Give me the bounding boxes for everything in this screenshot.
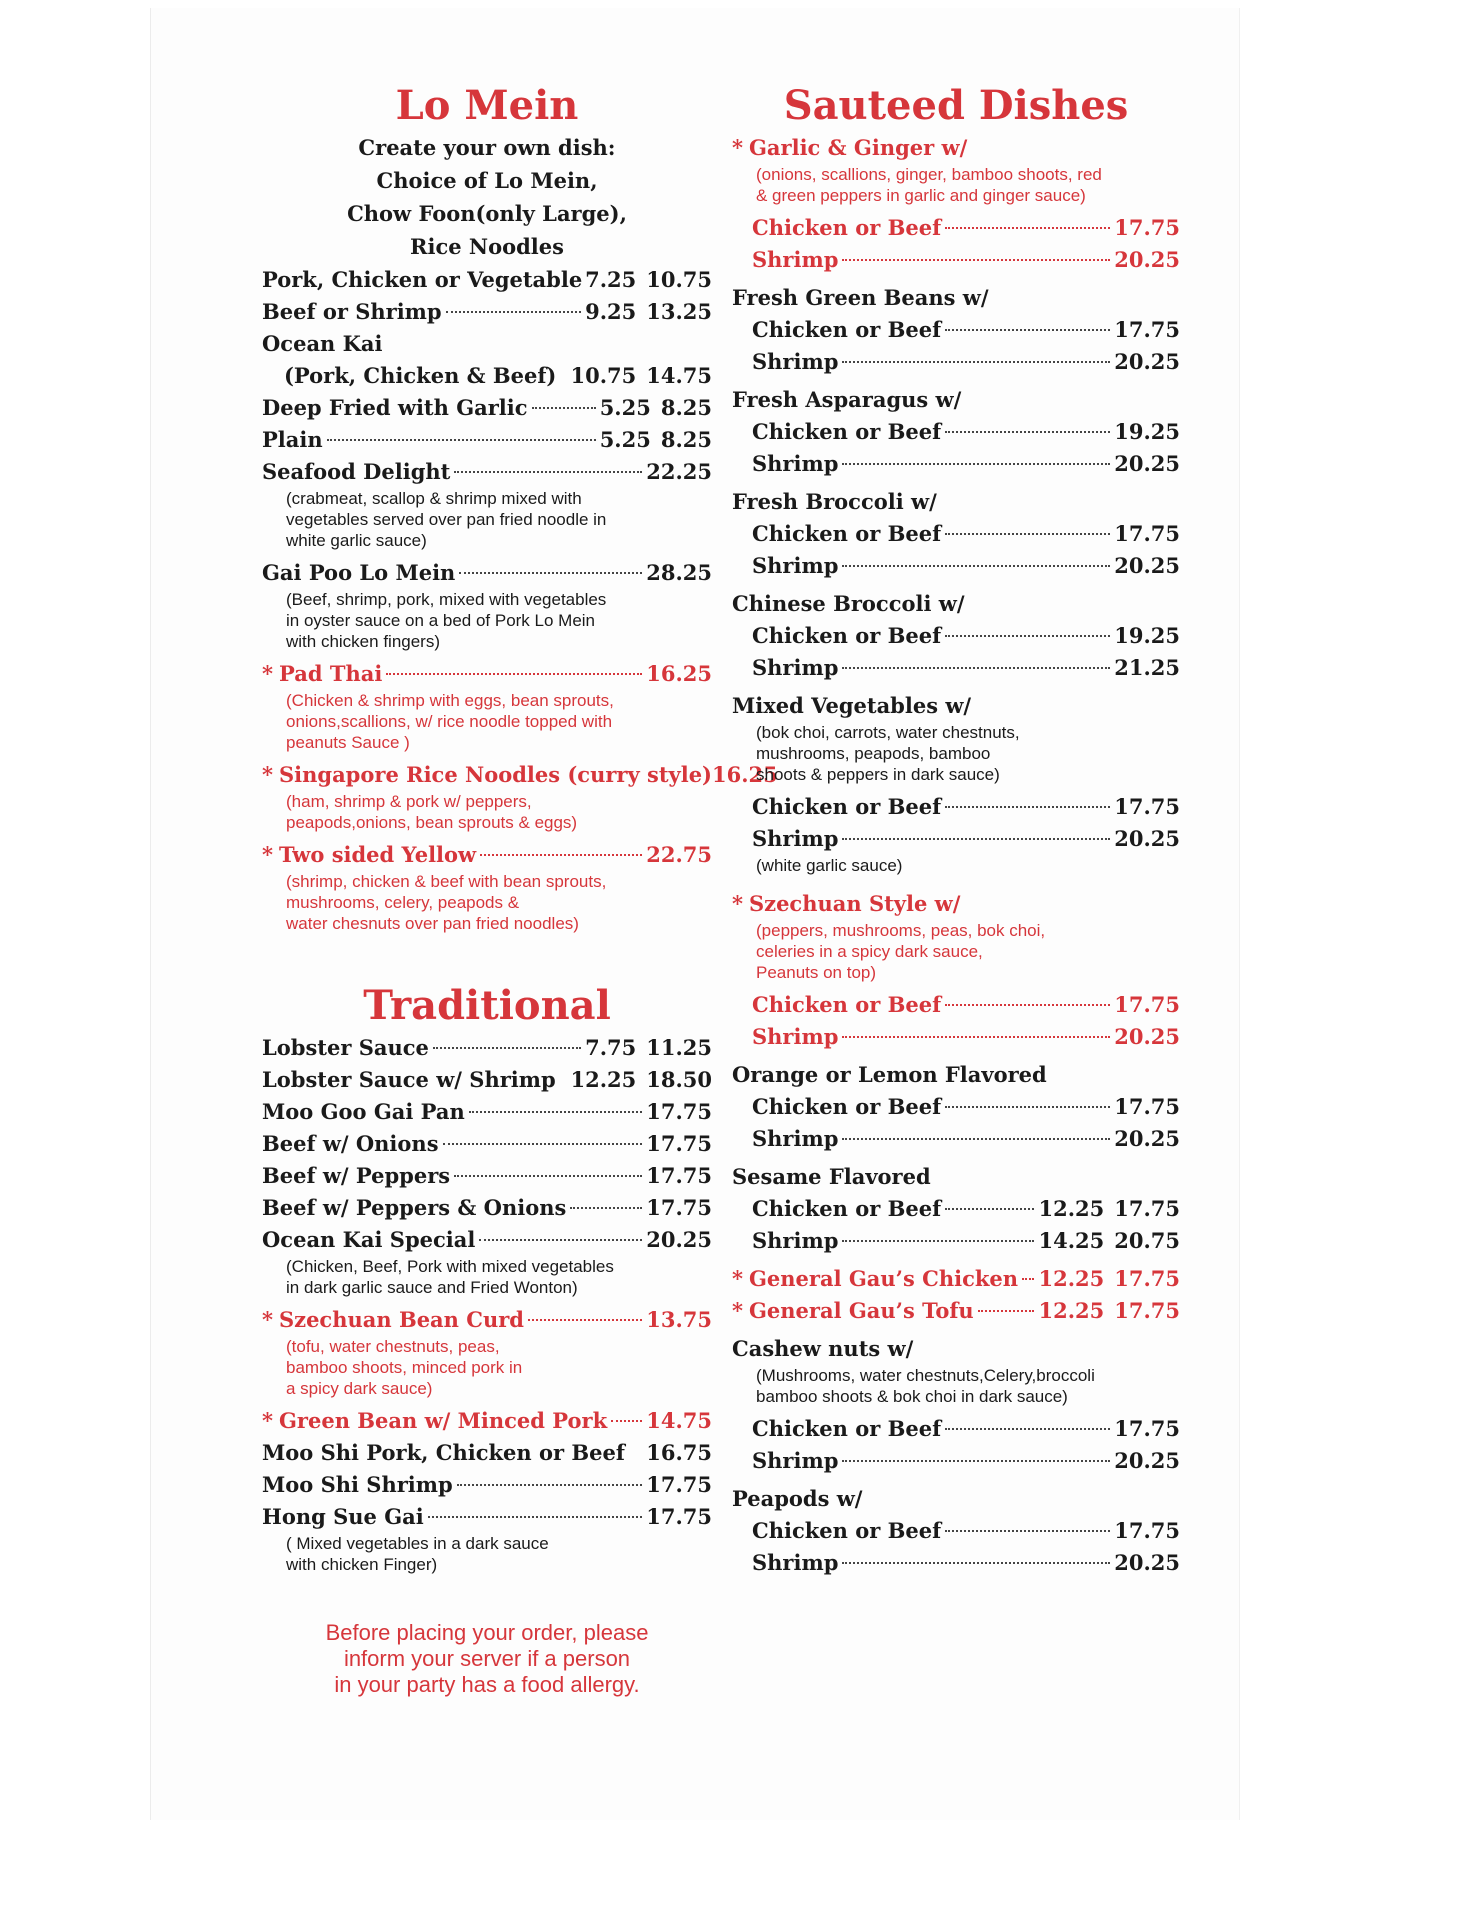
menu-item-row [262, 1469, 712, 1501]
menu-item-row [262, 1501, 712, 1533]
item-description: (Beef, shrimp, pork, mixed with vegetables in oyster sauce on a bed of Pork Lo Mein with chicken fingers) [286, 590, 607, 651]
menu-item-row [732, 518, 1180, 550]
lo-mein-items [262, 264, 778, 934]
dish-group-description: (onions, scallions, ginger, bamboo shoots, red & green peppers in garlic and ginger sauce) [756, 165, 1102, 205]
menu-item-row [732, 314, 1180, 346]
price-large: 17.75 [1114, 1196, 1180, 1221]
item-name: Shrimp [752, 1448, 839, 1473]
menu-item-row [732, 1413, 1180, 1445]
dot-leader [842, 1138, 1110, 1140]
price-small: 20.25 [1114, 1126, 1180, 1151]
price-small: 17.75 [1114, 1518, 1180, 1543]
item-name: Chicken or Beef [752, 215, 942, 240]
price-small: 22.75 [646, 842, 712, 867]
menu-item-row [262, 658, 712, 690]
price-large: 17.75 [1114, 1298, 1180, 1323]
dish-group-heading [732, 1333, 1180, 1365]
dish-group [732, 690, 1180, 888]
item-name: Ocean Kai [262, 331, 383, 356]
dish-group [732, 282, 1180, 384]
dot-leader [945, 1106, 1110, 1108]
price-small: 28.25 [646, 560, 712, 585]
price-small: 5.25 [599, 427, 651, 452]
price-small: 16.25 [646, 661, 712, 686]
dot-leader [842, 259, 1110, 261]
price-large: 11.25 [646, 1035, 712, 1060]
dish-group-name: Cashew nuts w/ [732, 1336, 914, 1361]
allergy-note: Before placing your order, please inform your server if a person in your party has a food allergy. [325, 1620, 649, 1697]
spicy-star: * [732, 1266, 743, 1291]
dot-leader [443, 1143, 643, 1145]
price-small: 17.75 [646, 1099, 712, 1124]
dish-group-options [732, 620, 1180, 684]
dot-leader [454, 1175, 642, 1177]
dot-leader [842, 1240, 1034, 1242]
menu-item-row [732, 1123, 1180, 1155]
item-name: General Gau’s Chicken [748, 1266, 1019, 1291]
item-name: Shrimp [752, 349, 839, 374]
price-small: 12.25 [1038, 1298, 1105, 1323]
item-name: Seafood Delight [262, 459, 451, 484]
left-column [262, 82, 778, 1581]
dot-leader [428, 1516, 642, 1518]
price-small: 14.25 [1038, 1228, 1105, 1253]
item-name: Chicken or Beef [752, 794, 942, 819]
menu-item [262, 658, 712, 753]
dish-group-note: (white garlic sauce) [756, 856, 903, 875]
item-name: Beef or Shrimp [262, 299, 442, 324]
dish-group-heading [732, 888, 1180, 920]
dish-group-description: (bok choi, carrots, water chestnuts, mushrooms, peapods, bamboo shoots & peppers in dark sauce) [756, 723, 1020, 784]
item-name: Moo Shi Shrimp [262, 1472, 453, 1497]
dish-group-name: Orange or Lemon Flavored [732, 1062, 1047, 1087]
menu-item [262, 1032, 712, 1064]
dish-group [732, 1483, 1180, 1585]
item-name: Shrimp [752, 1550, 839, 1575]
menu-item [262, 1160, 712, 1192]
item-name: Pad Thai [278, 661, 383, 686]
dish-group [732, 588, 1180, 690]
price-small: 20.25 [1114, 349, 1180, 374]
menu-item-row [262, 328, 712, 360]
item-name: Shrimp [752, 1024, 839, 1049]
menu-item-row [732, 791, 1180, 823]
price-small: 17.75 [646, 1131, 712, 1156]
menu-item-row [262, 1304, 712, 1336]
menu-item [262, 1501, 712, 1575]
dish-group-name: Fresh Broccoli w/ [732, 489, 937, 514]
price-small: 12.25 [1038, 1196, 1105, 1221]
dish-group-name: Peapods w/ [732, 1486, 863, 1511]
dot-leader [842, 667, 1110, 669]
menu-item-row [732, 1225, 1180, 1257]
dot-leader [528, 1319, 642, 1321]
price-small: 20.25 [646, 1227, 712, 1252]
dot-leader [469, 1111, 642, 1113]
dot-leader [454, 471, 642, 473]
dish-group-heading [732, 282, 1180, 314]
price-small: 16.75 [646, 1440, 712, 1465]
spicy-star: * [262, 1408, 273, 1433]
price-large: 17.75 [1114, 1266, 1180, 1291]
intro-line: Rice Noodles [410, 234, 564, 259]
price-small: 20.25 [1114, 1550, 1180, 1575]
item-name: Shrimp [752, 553, 839, 578]
dot-leader [532, 407, 596, 409]
price-small: 12.25 [1038, 1266, 1105, 1291]
price-small: 17.75 [1114, 1094, 1180, 1119]
item-description: (ham, shrimp & pork w/ peppers, peapods,onions, bean sprouts & eggs) [286, 792, 578, 832]
dish-group-description: (Mushrooms, water chestnuts,Celery,broccoli bamboo shoots & bok choi in dark sauce) [756, 1366, 1095, 1406]
price-small: 20.25 [1114, 1024, 1180, 1049]
dish-group-heading [732, 384, 1180, 416]
menu-item-row [732, 550, 1180, 582]
menu-item-row [262, 557, 712, 589]
price-large: 20.75 [1114, 1228, 1180, 1253]
item-name: Pork, Chicken or Vegetable [262, 267, 583, 292]
menu-item [262, 557, 712, 652]
dot-leader [842, 463, 1110, 465]
intro-line: Choice of Lo Mein, [376, 168, 598, 193]
dish-group-options [732, 212, 1180, 276]
menu-item-row [262, 1192, 712, 1224]
menu-item [262, 1128, 712, 1160]
dish-group [732, 132, 1180, 282]
price-small: 20.25 [1114, 451, 1180, 476]
item-name: Chicken or Beef [752, 1094, 942, 1119]
dot-leader [480, 854, 642, 856]
dot-leader [842, 1460, 1110, 1462]
lo-mein-title: Lo Mein [395, 82, 579, 129]
menu-item-row [732, 416, 1180, 448]
item-name: Lobster Sauce w/ Shrimp [262, 1067, 556, 1092]
dish-group-options [732, 1091, 1180, 1155]
lo-mein-intro [262, 132, 712, 262]
dish-group-options [732, 416, 1180, 480]
menu-item-row [732, 1193, 1180, 1225]
item-name: Singapore Rice Noodles (curry style) [278, 762, 712, 787]
dot-leader [842, 565, 1110, 567]
price-small: 20.25 [1114, 247, 1180, 272]
menu-item-row [262, 392, 712, 424]
menu-item-row [732, 620, 1180, 652]
intro-line: Create your own dish: [358, 135, 616, 160]
dot-leader [945, 1530, 1110, 1532]
item-name: Deep Fried with Garlic [262, 395, 528, 420]
price-small: 17.75 [1114, 317, 1180, 342]
menu-item-row [262, 264, 712, 296]
item-name: (Pork, Chicken & Beef) [284, 363, 557, 388]
menu-item-row [732, 1091, 1180, 1123]
dot-leader [386, 673, 642, 675]
price-large: 8.25 [660, 427, 712, 452]
dish-group-options [732, 1193, 1180, 1257]
menu-item [262, 456, 712, 551]
price-small: 10.75 [570, 363, 637, 388]
dish-group [732, 1059, 1180, 1161]
menu-item-row [262, 456, 712, 488]
dot-leader [945, 1004, 1110, 1006]
price-large: 18.50 [646, 1067, 712, 1092]
menu-item [262, 360, 712, 392]
price-small: 14.75 [646, 1408, 712, 1433]
dish-group-name: Fresh Asparagus w/ [732, 387, 962, 412]
item-name: Shrimp [752, 247, 839, 272]
menu-item-row [732, 1263, 1180, 1295]
dish-group-heading [732, 690, 1180, 722]
item-name: Lobster Sauce [262, 1035, 429, 1060]
price-small: 17.75 [646, 1195, 712, 1220]
menu-item [262, 392, 712, 424]
menu-item-row [262, 1064, 712, 1096]
menu-item [262, 1304, 712, 1399]
menu-item-row [732, 652, 1180, 684]
item-description: (Chicken & shrimp with eggs, bean sprouts, onions,scallions, w/ rice noodle topped with peanuts Sauce ) [286, 691, 614, 752]
price-small: 13.75 [646, 1307, 712, 1332]
dish-group-options [732, 314, 1180, 378]
spicy-star: * [732, 135, 743, 160]
item-name: Chicken or Beef [752, 1518, 942, 1543]
price-small: 19.25 [1114, 419, 1180, 444]
dot-leader [842, 1036, 1110, 1038]
item-name: Chicken or Beef [752, 992, 942, 1017]
price-small: 20.25 [1114, 826, 1180, 851]
item-description: (Chicken, Beef, Pork with mixed vegetables in dark garlic sauce and Fried Wonton) [286, 1257, 614, 1297]
menu-item-row [732, 244, 1180, 276]
dish-group-name: Sesame Flavored [732, 1164, 931, 1189]
menu-item-row [262, 296, 712, 328]
menu-item-row [262, 1405, 712, 1437]
intro-line: Chow Foon(only Large), [347, 201, 627, 226]
dot-leader [945, 227, 1110, 229]
item-description: (crabmeat, scallop & shrimp mixed with vegetables served over pan fried noodle in white garlic sauce) [286, 489, 607, 550]
price-small: 9.25 [585, 299, 637, 324]
menu-item-row [262, 1160, 712, 1192]
item-name: Chicken or Beef [752, 1416, 942, 1441]
dish-group-heading [732, 1161, 1180, 1193]
item-name: Plain [262, 427, 323, 452]
item-name: Shrimp [752, 826, 839, 851]
item-name: Two sided Yellow [278, 842, 477, 867]
price-small: 16.25 [712, 762, 778, 787]
menu-item [262, 1192, 712, 1224]
price-small: 19.25 [1114, 623, 1180, 648]
menu-item-row [732, 1445, 1180, 1477]
price-small: 17.75 [1114, 521, 1180, 546]
item-name: Gai Poo Lo Mein [262, 560, 456, 585]
sauteed-groups-2 [732, 1333, 1180, 1585]
dot-leader [842, 1562, 1110, 1564]
dot-leader [446, 311, 582, 313]
menu-item-row [262, 1224, 712, 1256]
price-small: 17.75 [1114, 215, 1180, 240]
dot-leader [433, 1047, 581, 1049]
price-small: 12.25 [570, 1067, 637, 1092]
menu-item-row [732, 823, 1180, 855]
item-name: Beef w/ Onions [262, 1131, 439, 1156]
spicy-star: * [732, 891, 743, 916]
dish-group-heading [732, 486, 1180, 518]
item-name: Ocean Kai Special [262, 1227, 476, 1252]
item-name: Chicken or Beef [752, 419, 942, 444]
price-small: 5.25 [599, 395, 651, 420]
menu-item-row [262, 1032, 712, 1064]
dish-group [732, 1333, 1180, 1483]
menu-item-row [732, 212, 1180, 244]
price-small: 20.25 [1114, 553, 1180, 578]
dot-leader [945, 431, 1110, 433]
menu-item [262, 1096, 712, 1128]
item-name: Moo Shi Pork, Chicken or Beef [262, 1440, 625, 1465]
sauteed-groups [732, 132, 1180, 1263]
spicy-star: * [262, 1307, 273, 1332]
dish-group-heading [732, 1059, 1180, 1091]
menu-item-row [262, 360, 712, 392]
dish-group-heading [732, 132, 1180, 164]
item-name: Beef w/ Peppers [262, 1163, 451, 1188]
item-name: Shrimp [752, 451, 839, 476]
menu-item-row [262, 1128, 712, 1160]
item-description: (shrimp, chicken & beef with bean sprouts, mushrooms, celery, peapods & water chesnuts over pan fried noodles) [286, 872, 607, 933]
item-name: Green Bean w/ Minced Pork [278, 1408, 608, 1433]
menu-item-row [262, 1096, 712, 1128]
spicy-star: * [732, 1298, 743, 1323]
dish-group-options [732, 1413, 1180, 1477]
menu-item-row [732, 1295, 1180, 1327]
dish-group-options [732, 518, 1180, 582]
menu-item [262, 296, 712, 328]
dish-group-name: Chinese Broccoli w/ [732, 591, 965, 616]
price-large: 14.75 [646, 363, 712, 388]
item-name: Hong Sue Gai [262, 1504, 424, 1529]
item-name: General Gau’s Tofu [748, 1298, 974, 1323]
menu-item-row [732, 1547, 1180, 1579]
price-small: 7.75 [585, 1035, 637, 1060]
price-large: 13.25 [646, 299, 712, 324]
item-name: Shrimp [752, 1126, 839, 1151]
dot-leader [945, 533, 1110, 535]
menu-item [262, 1224, 712, 1298]
dot-leader [945, 1208, 1034, 1210]
menu-item-row [262, 1437, 712, 1469]
menu-item-row [732, 1021, 1180, 1053]
price-small: 17.75 [646, 1472, 712, 1497]
dish-group-description: (peppers, mushrooms, peas, bok choi, celeries in a spicy dark sauce, Peanuts on top) [756, 921, 1046, 982]
item-name: Szechuan Bean Curd [278, 1307, 524, 1332]
dot-leader [842, 361, 1110, 363]
dish-group [732, 1161, 1180, 1263]
price-small: 17.75 [1114, 1416, 1180, 1441]
price-small: 17.75 [646, 1163, 712, 1188]
dot-leader [457, 1484, 643, 1486]
item-name: Chicken or Beef [752, 521, 942, 546]
item-name: Beef w/ Peppers & Onions [262, 1195, 567, 1220]
price-small: 21.25 [1114, 655, 1180, 680]
menu-item-row [262, 839, 712, 871]
dish-group [732, 486, 1180, 588]
spacer [732, 1579, 1180, 1585]
menu-item [262, 759, 778, 833]
dot-leader [945, 806, 1110, 808]
menu-item-row [732, 448, 1180, 480]
item-name: Chicken or Beef [752, 317, 942, 342]
spicy-star: * [262, 762, 273, 787]
dish-group-name: Fresh Green Beans w/ [732, 285, 989, 310]
dot-leader [1022, 1278, 1034, 1280]
traditional-title: Traditional [363, 982, 611, 1029]
price-large: 10.75 [646, 267, 712, 292]
traditional-items [262, 1032, 712, 1575]
dot-leader [945, 329, 1110, 331]
item-name: Chicken or Beef [752, 623, 942, 648]
dish-group-heading [732, 588, 1180, 620]
price-large: 8.25 [660, 395, 712, 420]
dish-group-heading [732, 1483, 1180, 1515]
dot-leader [327, 439, 596, 441]
menu-item [262, 1405, 712, 1437]
menu-item-row [262, 424, 712, 456]
dish-group-options [732, 1515, 1180, 1579]
menu-item-row [732, 989, 1180, 1021]
price-small: 17.75 [646, 1504, 712, 1529]
dish-group-name: Mixed Vegetables w/ [732, 693, 972, 718]
spicy-star: * [262, 661, 273, 686]
dot-leader [945, 635, 1110, 637]
spicy-star: * [262, 842, 273, 867]
dot-leader [842, 838, 1110, 840]
price-small: 17.75 [1114, 794, 1180, 819]
menu-item-row [732, 346, 1180, 378]
menu-item [262, 1064, 712, 1096]
dot-leader [945, 1428, 1110, 1430]
item-description: ( Mixed vegetables in a dark sauce with chicken Finger) [286, 1534, 549, 1574]
dish-group [732, 888, 1180, 1059]
menu-item [262, 1437, 712, 1469]
item-name: Chicken or Beef [752, 1196, 942, 1221]
price-small: 7.25 [585, 267, 637, 292]
item-name: Shrimp [752, 1228, 839, 1253]
menu-item [262, 424, 712, 456]
dish-group-options [732, 989, 1180, 1053]
dot-leader [611, 1420, 642, 1422]
price-small: 22.25 [646, 459, 712, 484]
dish-group-name: Szechuan Style w/ [748, 891, 961, 916]
menu-item [262, 1469, 712, 1501]
dot-leader [978, 1310, 1035, 1312]
menu-item [262, 839, 712, 934]
dot-leader [459, 572, 642, 574]
item-description: (tofu, water chestnuts, peas, bamboo shoots, minced pork in a spicy dark sauce) [286, 1337, 523, 1398]
dot-leader [479, 1239, 642, 1241]
dish-group [732, 384, 1180, 486]
menu-item [262, 264, 712, 296]
dish-group-name: Garlic & Ginger w/ [748, 135, 968, 160]
price-small: 17.75 [1114, 992, 1180, 1017]
right-column [732, 84, 1180, 1585]
item-name: Shrimp [752, 655, 839, 680]
menu-item-row [262, 759, 778, 791]
sauteed-title: Sauteed Dishes [783, 82, 1129, 129]
menu-item-row [732, 1515, 1180, 1547]
sauteed-specials [732, 1263, 1180, 1333]
price-small: 20.25 [1114, 1448, 1180, 1473]
dot-leader [570, 1207, 642, 1209]
menu-item [262, 328, 712, 360]
dish-group-options [732, 791, 1180, 855]
item-name: Moo Goo Gai Pan [262, 1099, 465, 1124]
